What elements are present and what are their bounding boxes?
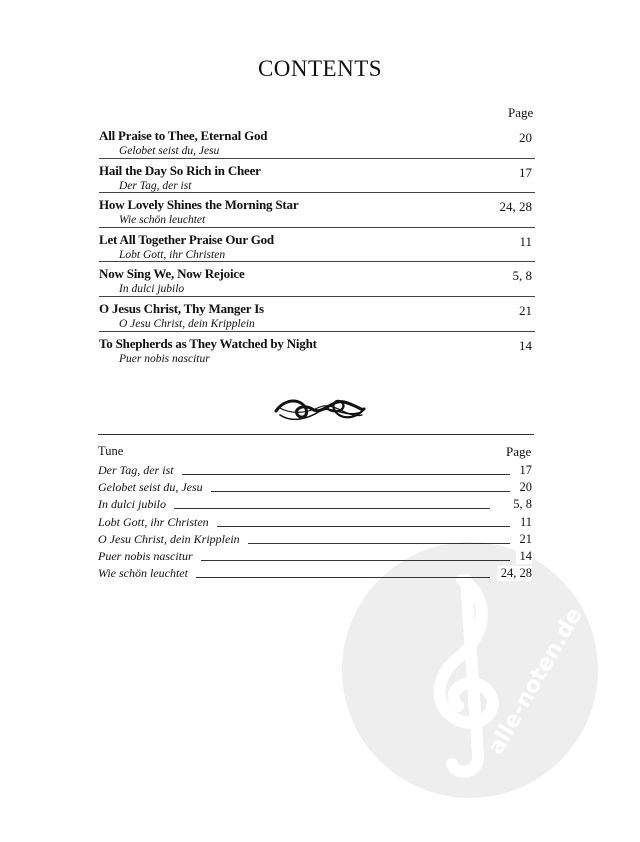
tune-column-header: Tune <box>98 444 124 458</box>
page-number: 24, 28 <box>499 199 532 215</box>
tune-row <box>98 565 532 582</box>
page-number: 5, 8 <box>512 268 532 284</box>
tune-subtitle: In dulci jubilo <box>119 283 185 296</box>
tune-page-column-header: Page <box>506 444 532 459</box>
contents-entry <box>99 124 535 159</box>
tune-page-number: 17 <box>516 463 533 478</box>
page-number: 21 <box>519 302 532 318</box>
tune-row <box>98 531 532 548</box>
tune-page-number: 11 <box>516 515 532 530</box>
hymn-title: How Lovely Shines the Morning Star <box>99 197 299 213</box>
hymn-title: O Jesus Christ, Thy Manger Is <box>99 300 264 316</box>
tune-subtitle: Lobt Gott, ihr Christen <box>119 248 226 261</box>
tune-name: Der Tag, der ist <box>98 463 182 478</box>
tune-subtitle: Gelobet seist du, Jesu <box>119 145 220 157</box>
hymn-title: Hail the Day So Rich in Cheer <box>99 162 261 178</box>
tune-subtitle: Der Tag, der ist <box>119 179 192 192</box>
hymn-title: Now Sing We, Now Rejoice <box>99 266 245 282</box>
page-number: 14 <box>519 337 532 353</box>
page-title: CONTENTS <box>257 56 383 81</box>
tune-row <box>98 479 532 496</box>
tune-page-number: 14 <box>516 549 533 564</box>
tune-row <box>98 548 532 565</box>
tune-subtitle: Wie schön leuchtet <box>119 214 206 227</box>
scroll-ornament-icon <box>272 393 368 425</box>
hymn-title: All Praise to Thee, Eternal God <box>99 128 268 143</box>
section-divider <box>98 434 534 435</box>
hymn-title: Let All Together Praise Our God <box>99 231 274 247</box>
svg-text:alle-noten.de: alle-noten.de <box>483 603 588 759</box>
tune-name: In dulci jubilo <box>98 497 174 512</box>
tune-row <box>98 514 532 531</box>
tune-name: Lobt Gott, ihr Christen <box>98 515 217 530</box>
contents-list <box>99 124 535 366</box>
tune-name: Gelobet seist du, Jesu <box>98 480 211 495</box>
contents-entry <box>99 332 535 367</box>
contents-entry <box>99 228 535 263</box>
tune-row <box>98 496 532 513</box>
tune-name: Wie schön leuchtet <box>98 566 196 581</box>
tune-index-list <box>98 462 532 582</box>
contents-entry <box>99 262 535 297</box>
page-number: 11 <box>519 233 532 249</box>
tune-row <box>98 462 532 479</box>
contents-entry <box>99 297 535 332</box>
page-number: 17 <box>519 164 532 180</box>
page-column-header: Page <box>508 105 534 120</box>
contents-entry <box>99 193 535 228</box>
hymn-title: To Shepherds as They Watched by Night <box>99 335 317 351</box>
tune-subtitle: Puer nobis nascitur <box>119 352 210 365</box>
tune-subtitle: O Jesu Christ, dein Kripplein <box>119 317 255 330</box>
contents-entry <box>99 159 535 194</box>
tune-name: O Jesu Christ, dein Kripplein <box>98 532 248 547</box>
page-number: 20 <box>519 130 532 145</box>
tune-page-number: 20 <box>516 480 533 495</box>
tune-name: Puer nobis nascitur <box>98 549 201 564</box>
tune-page-number: 5, 8 <box>509 497 532 512</box>
tune-page-number: 21 <box>516 532 533 547</box>
tune-page-number: 24, 28 <box>497 566 532 581</box>
